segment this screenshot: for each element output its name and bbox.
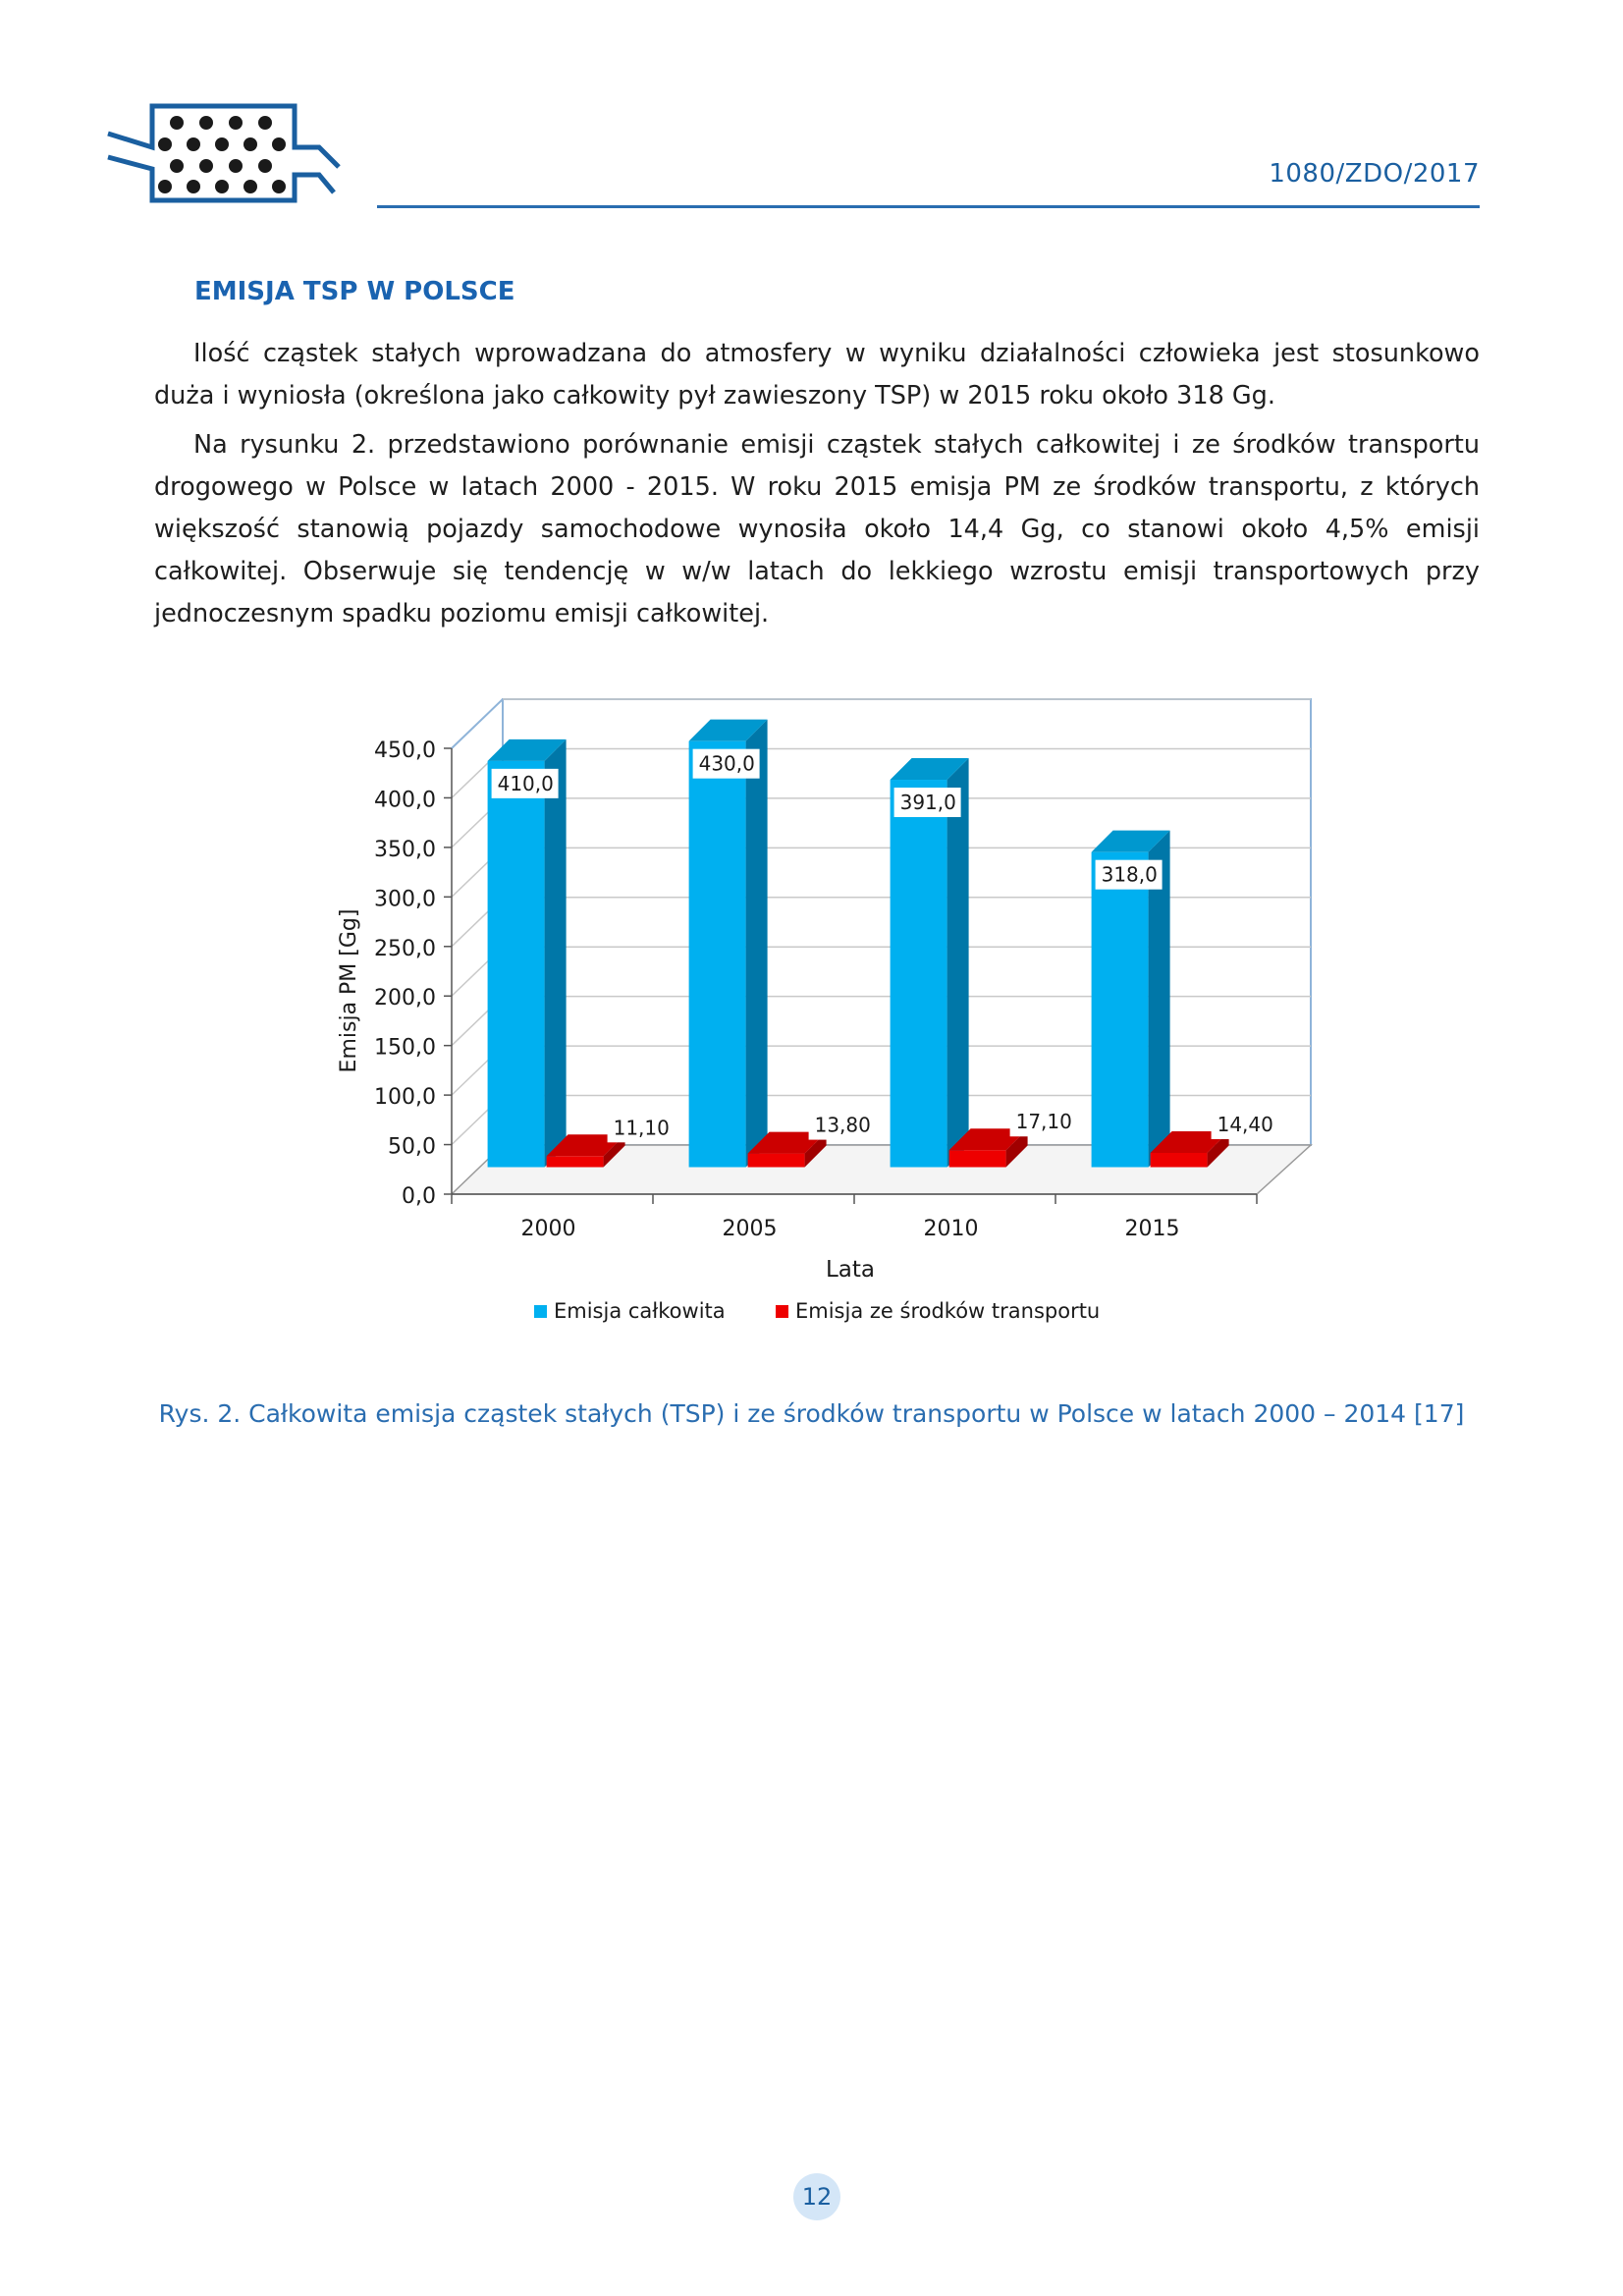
bar-front: [891, 780, 947, 1167]
bar-front: [547, 1156, 604, 1167]
page-number: 12: [793, 2173, 840, 2220]
y-tick-label: 200,0: [374, 986, 436, 1011]
y-tick-label: 0,0: [402, 1184, 436, 1209]
y-tick-label: 350,0: [374, 837, 436, 862]
section-title: EMISJA TSP W POLSCE: [194, 277, 515, 306]
y-tick-label: 150,0: [374, 1035, 436, 1061]
y-tick-label: 100,0: [374, 1085, 436, 1111]
y-tick-label: 450,0: [374, 738, 436, 763]
y-tick-label: 400,0: [374, 788, 436, 813]
paragraph-2-text: Na rysunku 2. przedstawiono porównanie emisji cząstek stałych całkowitej i ze środków transportu drogowego w Polsce w latach 2000 - 2015. W roku 2015 emisja PM ze środków transportu, z których większość stanowią pojazdy samochodowe wynosiła około 14,4 Gg, co stanowi około 4,5% emisji całkowitej. Obserwuje się tendencję w w/w latach do lekkiego wzrostu emisji transportowych przy jednoczesnym spadku poziomu emisji całkowitej.: [154, 430, 1480, 629]
y-tick-label: 300,0: [374, 887, 436, 912]
legend-label: Emisja ze środków transportu: [795, 1299, 1101, 1323]
document-code: 1080/ZDO/2017: [1269, 159, 1480, 189]
data-label: 430,0: [698, 751, 755, 776]
x-tick-label: 2000: [520, 1217, 576, 1241]
bar-side: [746, 720, 768, 1168]
data-label: 11,10: [613, 1116, 670, 1140]
x-axis-title: Lata: [825, 1257, 876, 1283]
bar-front: [1092, 852, 1149, 1168]
data-label: 318,0: [1101, 862, 1158, 887]
y-tick-label: 250,0: [374, 936, 436, 961]
y-axis-title: Emisja PM [Gg]: [337, 908, 361, 1073]
figure-caption: Rys. 2. Całkowita emisja cząstek stałych (TSP) i ze środków transportu w Polsce w latach 2000 – 2014 [17]: [158, 1399, 1465, 1428]
x-tick-label: 2010: [923, 1217, 979, 1241]
bar-front: [949, 1150, 1006, 1167]
y-tick-label: 50,0: [388, 1134, 436, 1160]
paragraph-1-text: Ilość cząstek stałych wprowadzana do atmosfery w wyniku działalności człowieka jest stosunkowo duża i wyniosła (określona jako całkowity pył zawieszony TSP) w 2015 roku około 318 Gg.: [154, 339, 1480, 410]
bar-front: [689, 741, 746, 1168]
data-label: 14,40: [1217, 1112, 1273, 1136]
bar-front: [1151, 1153, 1208, 1168]
bar-front: [748, 1154, 805, 1168]
x-tick-label: 2005: [722, 1217, 778, 1241]
x-tick-label: 2015: [1124, 1217, 1180, 1241]
data-label: 391,0: [899, 791, 956, 815]
data-label: 17,10: [1015, 1110, 1072, 1134]
bar-front: [488, 761, 545, 1168]
bar-side: [545, 739, 567, 1168]
legend-swatch: [776, 1305, 788, 1318]
side-wall-top: [452, 699, 503, 748]
data-label: 13,80: [814, 1113, 871, 1137]
legend-swatch: [534, 1305, 547, 1318]
data-label: 410,0: [497, 771, 554, 795]
legend-label: Emisja całkowita: [554, 1299, 726, 1323]
bar-side: [947, 758, 969, 1167]
